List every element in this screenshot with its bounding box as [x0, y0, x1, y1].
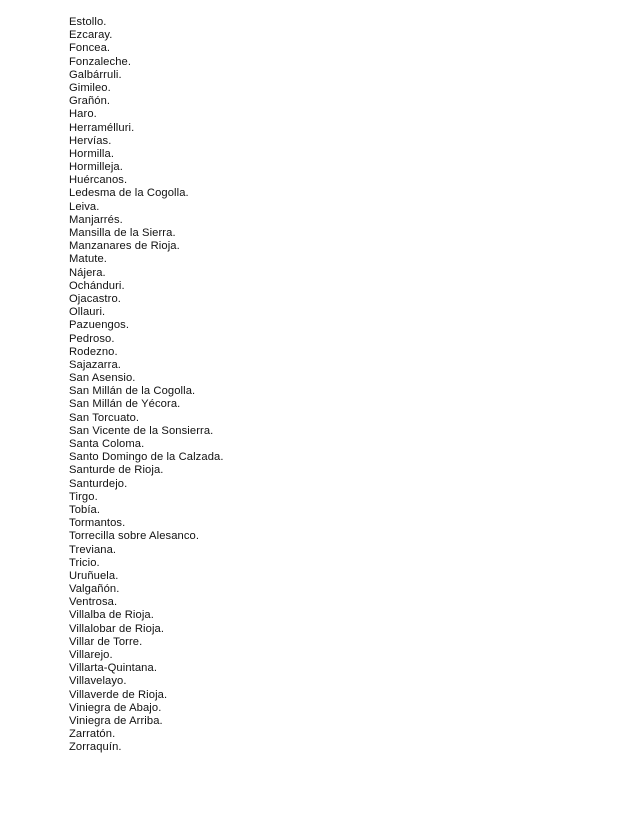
- list-item: Villar de Torre.: [69, 635, 143, 648]
- list-item: Hervías.: [69, 134, 112, 147]
- list-item: San Vicente de la Sonsierra.: [69, 424, 214, 437]
- list-item: Gimileo.: [69, 81, 111, 94]
- list-item: Tobía.: [69, 503, 101, 516]
- list-item: Galbárruli.: [69, 68, 122, 81]
- list-item: Manjarrés.: [69, 213, 123, 226]
- list-item: Foncea.: [69, 42, 111, 55]
- list-item: Pedroso.: [69, 332, 115, 345]
- list-item: Ochánduri.: [69, 279, 125, 292]
- list-item: Villarejo.: [69, 649, 113, 661]
- list-item: Nájera.: [69, 266, 106, 279]
- list-item: Rodezno.: [69, 345, 118, 358]
- list-item: Viniegra de Abajo.: [69, 701, 162, 714]
- list-item: Herramélluri.: [69, 121, 135, 134]
- list-item: Grañón.: [69, 95, 111, 108]
- list-item: Villaverde de Rioja.: [69, 688, 168, 701]
- list-item: Uruñuela.: [69, 569, 119, 582]
- list-item: Matute.: [69, 253, 108, 266]
- list-item: Villavelayo.: [69, 675, 127, 688]
- list-item: Viniegra de Arriba.: [69, 714, 163, 727]
- list-item: Santurde de Rioja.: [69, 464, 164, 477]
- list-item: Santurdejo.: [69, 477, 128, 490]
- list-item: Haro.: [69, 108, 97, 121]
- list-item: Huércanos.: [69, 174, 128, 187]
- list-item: Hormilleja.: [69, 161, 123, 174]
- list-item: San Millán de Yécora.: [69, 398, 181, 411]
- list-item: Tormantos.: [69, 517, 126, 530]
- list-item: Pazuengos.: [69, 319, 130, 332]
- list-item: Villalba de Rioja.: [69, 609, 154, 622]
- list-item: Tricio.: [69, 556, 100, 569]
- list-item: Ezcaray.: [69, 29, 113, 42]
- list-item: Fonzaleche.: [69, 55, 132, 68]
- list-item: Ledesma de la Cogolla.: [69, 187, 189, 200]
- list-item: Ventrosa.: [69, 596, 118, 609]
- list-item: Mansilla de la Sierra.: [69, 227, 176, 239]
- list-item: Estollo.: [69, 16, 107, 28]
- list-item: Hormilla.: [69, 147, 115, 160]
- list-item: Villarta-Quintana.: [69, 662, 158, 675]
- list-item: Tirgo.: [69, 490, 98, 503]
- list-item: Leiva.: [69, 200, 100, 213]
- list-item: Treviana.: [69, 543, 117, 556]
- list-item: Santa Coloma.: [69, 438, 145, 450]
- list-item: Sajazarra.: [69, 358, 121, 371]
- list-item: Ojacastro.: [69, 292, 121, 305]
- list-item: San Torcuato.: [69, 411, 140, 424]
- list-item: San Millán de la Cogolla.: [69, 385, 196, 398]
- list-item: Santo Domingo de la Calzada.: [69, 451, 224, 464]
- place-name-list: [69, 16, 224, 755]
- list-item: Zorraquín.: [69, 741, 122, 754]
- list-item: Torrecilla sobre Alesanco.: [69, 530, 200, 543]
- list-item: Manzanares de Rioja.: [69, 240, 180, 253]
- list-item: Zarratón.: [69, 728, 116, 741]
- list-item: Ollauri.: [69, 306, 106, 319]
- list-item: Valgañón.: [69, 583, 120, 596]
- list-item: Villalobar de Rioja.: [69, 622, 165, 635]
- list-item: San Asensio.: [69, 372, 136, 385]
